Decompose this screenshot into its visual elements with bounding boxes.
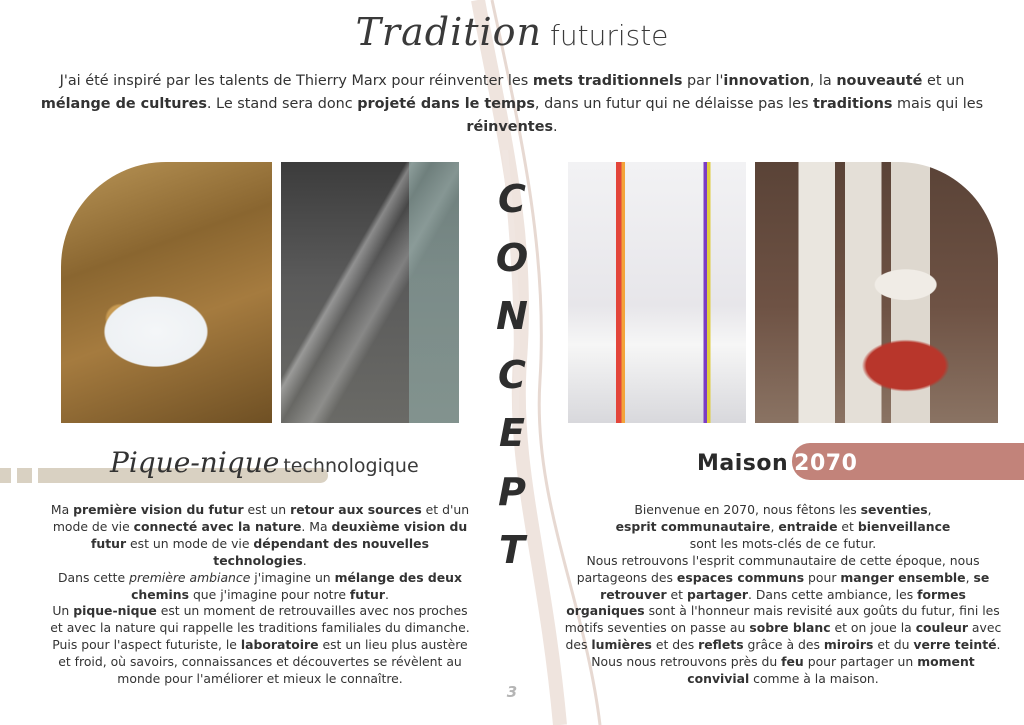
beige-bar-dot-2 <box>17 468 32 483</box>
concept-letter: P <box>498 469 526 514</box>
picnic-section-title <box>110 446 440 479</box>
text-run: Dans cette <box>58 569 130 585</box>
emphasis-text: futur <box>349 586 385 602</box>
text-run: et un <box>922 73 965 89</box>
emphasis-text: bienveillance <box>857 518 951 534</box>
text-run: j'imagine un <box>250 569 335 585</box>
intro-paragraph <box>30 70 994 139</box>
text-run: et <box>837 518 858 534</box>
text-run: . <box>302 552 307 568</box>
text-run: Puis pour l'aspect futuriste, le <box>52 637 241 653</box>
text-run: que j'imagine pour notre <box>189 586 350 602</box>
emphasis-text: seventies <box>860 502 928 517</box>
emphasis-text: se retrouver <box>600 569 990 602</box>
page-number: 3 <box>506 683 518 701</box>
emphasis-text: deuxième vision du futur <box>91 518 468 551</box>
emphasis-text: couleur <box>915 620 968 636</box>
text-run: . <box>384 586 389 602</box>
concept-letter: O <box>495 235 529 280</box>
text-run: et d'un mode de vie <box>52 502 470 534</box>
text-run: . <box>553 119 558 135</box>
picnic-photo <box>61 162 272 423</box>
text-run: , dans un futur qui ne délaisse pas les <box>534 96 814 112</box>
beige-bar-dot-1 <box>0 468 11 483</box>
paragraph <box>50 637 470 688</box>
text-run: , la <box>809 73 837 89</box>
emphasis-text: pique-nique <box>73 603 157 619</box>
italic-text: première ambiance <box>129 569 251 585</box>
emphasis-text: partager <box>686 586 748 602</box>
emphasis-text: nouveauté <box>836 73 923 89</box>
text-run: sont à l'honneur mais revisité aux goûts du futur, fini les motifs seventies on passe au <box>564 603 1000 636</box>
page-title <box>0 10 1024 54</box>
text-run: mais qui les <box>892 96 984 112</box>
emphasis-text: dépendant des nouvelles technologies <box>213 535 429 568</box>
emphasis-text: lumières <box>591 637 652 653</box>
text-run: Nous retrouvons l'esprit communautaire de cette époque, nous partageons des <box>576 552 980 585</box>
text-run: et <box>666 586 687 602</box>
paragraph <box>50 603 470 637</box>
text-run: . Nous nous retrouvons près du <box>591 637 1001 670</box>
emphasis-text: sobre blanc <box>749 620 831 636</box>
emphasis-text: mélange des deux chemins <box>131 569 462 602</box>
maison-title-dark: Maison <box>697 451 789 476</box>
concept-letter: E <box>499 411 525 455</box>
text-run: est un mode de vie <box>126 535 254 551</box>
emphasis-text: miroirs <box>823 637 874 653</box>
paragraph <box>50 570 470 604</box>
emphasis-text: mets traditionnels <box>532 73 683 89</box>
text-run: est un <box>243 502 291 517</box>
maison-section-title <box>697 451 857 476</box>
emphasis-text: entraide <box>778 518 838 534</box>
emphasis-text: laboratoire <box>240 637 319 653</box>
picnic-title-script: Pique-nique <box>110 446 280 479</box>
text-run: comme à la maison. <box>749 671 879 687</box>
picnic-title-plain: technologique <box>283 455 419 477</box>
emphasis-text: connecté avec la nature <box>133 518 302 534</box>
concept-letter: T <box>499 528 525 572</box>
text-run: par l' <box>682 73 724 89</box>
text-run: pour partager un <box>803 654 918 670</box>
concept-letter: C <box>498 177 526 221</box>
title-plain-word: futuriste <box>550 19 669 52</box>
emphasis-text: verre teinté <box>913 637 997 653</box>
paragraph <box>50 502 470 570</box>
text-run: , <box>770 518 779 534</box>
white-lobby-photo <box>568 162 746 423</box>
maison-title-light: 2070 <box>794 451 858 476</box>
emphasis-text: formes organiques <box>566 586 966 619</box>
text-run: grâce à des <box>743 637 824 653</box>
text-run: Un <box>52 603 74 619</box>
emphasis-text: manger ensemble <box>840 569 966 585</box>
emphasis-text: reflets <box>698 637 744 653</box>
paragraph <box>563 502 1003 553</box>
emphasis-text: première vision du futur <box>73 502 244 517</box>
text-run: . Ma <box>301 518 332 534</box>
text-run: . Dans cette ambiance, les <box>747 586 918 602</box>
text-run: et des <box>651 637 699 653</box>
emphasis-text: traditions <box>813 96 893 112</box>
paragraph <box>563 553 1003 688</box>
text-run: est un moment de retrouvailles avec nos proches et avec la nature qui rappelle les traditions familiales du dimanche. <box>50 603 470 636</box>
concrete-glass-photo <box>281 162 459 423</box>
text-run: . Le stand sera donc <box>206 96 358 112</box>
text-run: est un lieu plus austère et froid, où savoirs, connaissances et découvertes se révèlent au monde pour l'améliorer et mieux le connaître. <box>58 637 468 687</box>
text-run: , <box>927 502 932 517</box>
text-run: avec des <box>565 620 1002 653</box>
text-run: J'ai été inspiré par les talents de Thierry Marx pour réinventer les <box>59 73 533 89</box>
text-run: et du <box>873 637 914 653</box>
emphasis-text: esprit communautaire <box>615 518 771 534</box>
emphasis-text: moment convivial <box>687 654 975 687</box>
emphasis-text: réinventes <box>466 119 554 135</box>
text-run: pour <box>804 569 841 585</box>
maison-section-text <box>563 502 1003 688</box>
text-run: sont les mots-clés de ce futur. <box>689 535 877 551</box>
emphasis-text: feu <box>781 654 804 670</box>
text-run: Bienvenue en 2070, nous fêtons les <box>634 502 861 517</box>
emphasis-text: projeté dans le temps <box>357 96 535 112</box>
concept-letter: C <box>498 352 526 397</box>
emphasis-text: retour aux sources <box>290 502 422 517</box>
concept-vertical-word <box>494 170 530 580</box>
concept-letter: N <box>496 294 528 338</box>
text-run: et on joue la <box>830 620 916 636</box>
text-run: , <box>965 569 974 585</box>
title-script-word: Tradition <box>355 10 542 54</box>
emphasis-text: mélange de cultures <box>40 96 207 112</box>
emphasis-text: espaces communs <box>676 569 805 585</box>
retro-interior-photo <box>755 162 998 423</box>
emphasis-text: innovation <box>723 73 810 89</box>
picnic-section-text <box>50 502 470 688</box>
text-run: Ma <box>50 502 74 517</box>
